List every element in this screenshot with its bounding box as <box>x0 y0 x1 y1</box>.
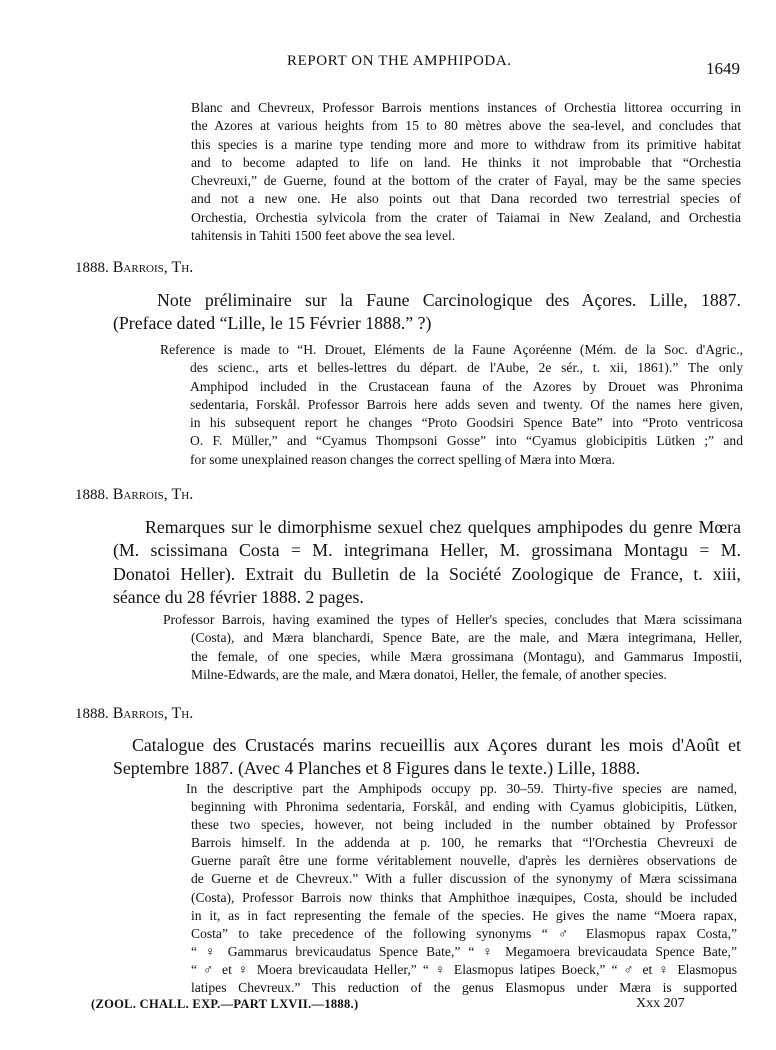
text-line: Guerne paraît être une forme véritablement nouvelle, d'après les dernières observations de <box>191 853 737 869</box>
title-line: Note préliminaire sur la Faune Carcinologique des Açores. Lille, 1887. <box>157 290 741 310</box>
text-line: beginning with Phronima sedentaria, Forskål, and ending with Cyamus globicipitis, Lütken, <box>191 799 737 815</box>
text-line: Blanc and Chevreux, Professor Barrois mentions instances of Orchestia littorea occurring in <box>191 100 741 115</box>
page-number: 1649 <box>706 59 740 78</box>
entry-year: 1888. <box>75 706 109 722</box>
entry-author: Barrois, Th. <box>112 486 194 503</box>
entry-summary <box>160 341 743 469</box>
text-line: de Guerne et de Chevreux.” With a fuller discussion of the synonymy of Mæra scissimana <box>191 871 737 887</box>
text-line: Chevreuxi,” de Guerne, found at the bottom of the crater of Fayal, may be the same species <box>191 173 741 189</box>
text-line: for some unexplained reason changes the correct spelling of Mæra into Mœra. <box>190 451 616 467</box>
text-line: the female, of one species, while Mæra grossimana (Montagu), and Gammarus Impostii, <box>191 648 742 664</box>
entry-author: Barrois, Th. <box>112 705 194 722</box>
title-line: séance du 28 février 1888. 2 pages. <box>113 586 364 607</box>
continuation-paragraph <box>191 99 741 245</box>
text-line: this species is a marine type tending more and more to withdraw from its primitive habitat <box>191 136 741 152</box>
text-line: and not a new one. He also points out that Dana recorded two terrestrial species of <box>191 191 741 207</box>
entry-summary <box>163 611 742 684</box>
text-line: the Azores at various heights from 15 to 80 mètres above the sea-level, and concludes that <box>191 118 741 134</box>
entry-title <box>113 289 741 334</box>
text-line: Costa” to take precedence of the following synonyms “ ♂ Elasmopus rapax Costa,” <box>191 925 737 941</box>
text-line: (Costa), Professor Barrois now thinks that Amphithoe inæquipes, Costa, should be included <box>191 889 737 905</box>
text-line: these two species, however, not being included in the number obtained by Professor <box>191 817 737 833</box>
entry-heading <box>75 705 193 723</box>
text-line: Professor Barrois, having examined the types of Heller's species, concludes that Mæra scissimana <box>163 612 742 627</box>
text-line: latipes Chevreux.” This reduction of the genus Elasmopus under Mæra is supported <box>191 980 737 996</box>
title-line: Donatoi Heller). Extrait du Bulletin de la Société Zoologique de France, t. xiii, <box>113 563 741 584</box>
text-line: “ ♀ Gammarus brevicaudatus Spence Bate,” “ ♀ Megamoera brevicaudata Spence Bate,” <box>191 943 737 959</box>
footer-series: (ZOOL. CHALL. EXP.—PART LXVII.—1888.) <box>91 997 359 1011</box>
text-line: in his subsequent report he changes “Proto Goodsiri Spence Bate” into “Proto ventricosa <box>190 415 743 431</box>
text-line: In the descriptive part the Amphipods occupy pp. 30–59. Thirty-five species are named, <box>186 781 737 796</box>
title-line: Catalogue des Crustacés marins recueillis aux Açores durant les mois d'Août et <box>132 735 741 755</box>
text-line: “ ♂ et ♀ Moera brevicaudata Heller,” “ ♀ Elasmopus latipes Boeck,” “ ♂ et ♀ Elasmopus <box>191 961 737 977</box>
title-line: (M. scissimana Costa = M. integrimana Heller, M. grossimana Montagu = M. <box>113 540 741 561</box>
entry-heading <box>75 486 193 504</box>
text-line: sedentaria, Forskål. Professor Barrois here adds seven and twenty. Of the names here given, <box>190 396 743 412</box>
text-line: Milne-Edwards, are the male, and Mæra donatoi, Heller, the female, of another species. <box>191 666 667 682</box>
text-line: Barrois himself. In the addenda at p. 100, he remarks that “l'Orchestia Chevreuxi de <box>191 835 737 851</box>
text-line: O. F. Müller,” and “Cyamus Thompsoni Gosse” into “Cyamus globicipitis Lütken ;” and <box>190 433 743 449</box>
entry-author: Barrois, Th. <box>112 259 194 276</box>
entry-title <box>113 516 741 609</box>
text-line: Amphipod included in the Crustacean fauna of the Azores by Drouet was Phronima <box>190 378 743 394</box>
text-line: in it, as in fact representing the female of the species. He gives the name “Moera rapax, <box>191 907 737 923</box>
signature-mark: Xxx 207 <box>636 996 685 1011</box>
text-line: Reference is made to “H. Drouet, Eléments de la Faune Açoréenne (Mém. de la Soc. d'Agric., <box>160 342 743 357</box>
text-line: Orchestia, Orchestia sylvicola from the crater of Taiamai in New Zealand, and Orchestia <box>191 209 741 225</box>
entry-heading <box>75 259 193 277</box>
entry-title <box>113 734 741 779</box>
entry-summary <box>163 780 737 997</box>
text-line: tahitensis in Tahiti 1500 feet above the sea level. <box>191 228 456 244</box>
title-line: Septembre 1887. (Avec 4 Planches et 8 Figures dans le texte.) Lille, 1888. <box>113 757 641 778</box>
text-line: des scienc., arts et belles-lettres du départ. de l'Aube, 2e sér., t. xii, 1861).” The only <box>190 360 743 376</box>
title-line: Remarques sur le dimorphisme sexuel chez quelques amphipodes du genre Mœra <box>145 517 741 537</box>
text-line: and to become adapted to life on land. He thinks it not improbable that “Orchestia <box>191 154 741 170</box>
title-line: (Preface dated “Lille, le 15 Février 1888.” ?) <box>113 312 432 333</box>
running-title: REPORT ON THE AMPHIPODA. <box>287 53 512 69</box>
text-line: (Costa), and Mæra blanchardi, Spence Bate, are the male, and Mæra integrimana, Heller, <box>191 630 742 646</box>
entry-year: 1888. <box>75 487 109 503</box>
entry-year: 1888. <box>75 260 109 276</box>
